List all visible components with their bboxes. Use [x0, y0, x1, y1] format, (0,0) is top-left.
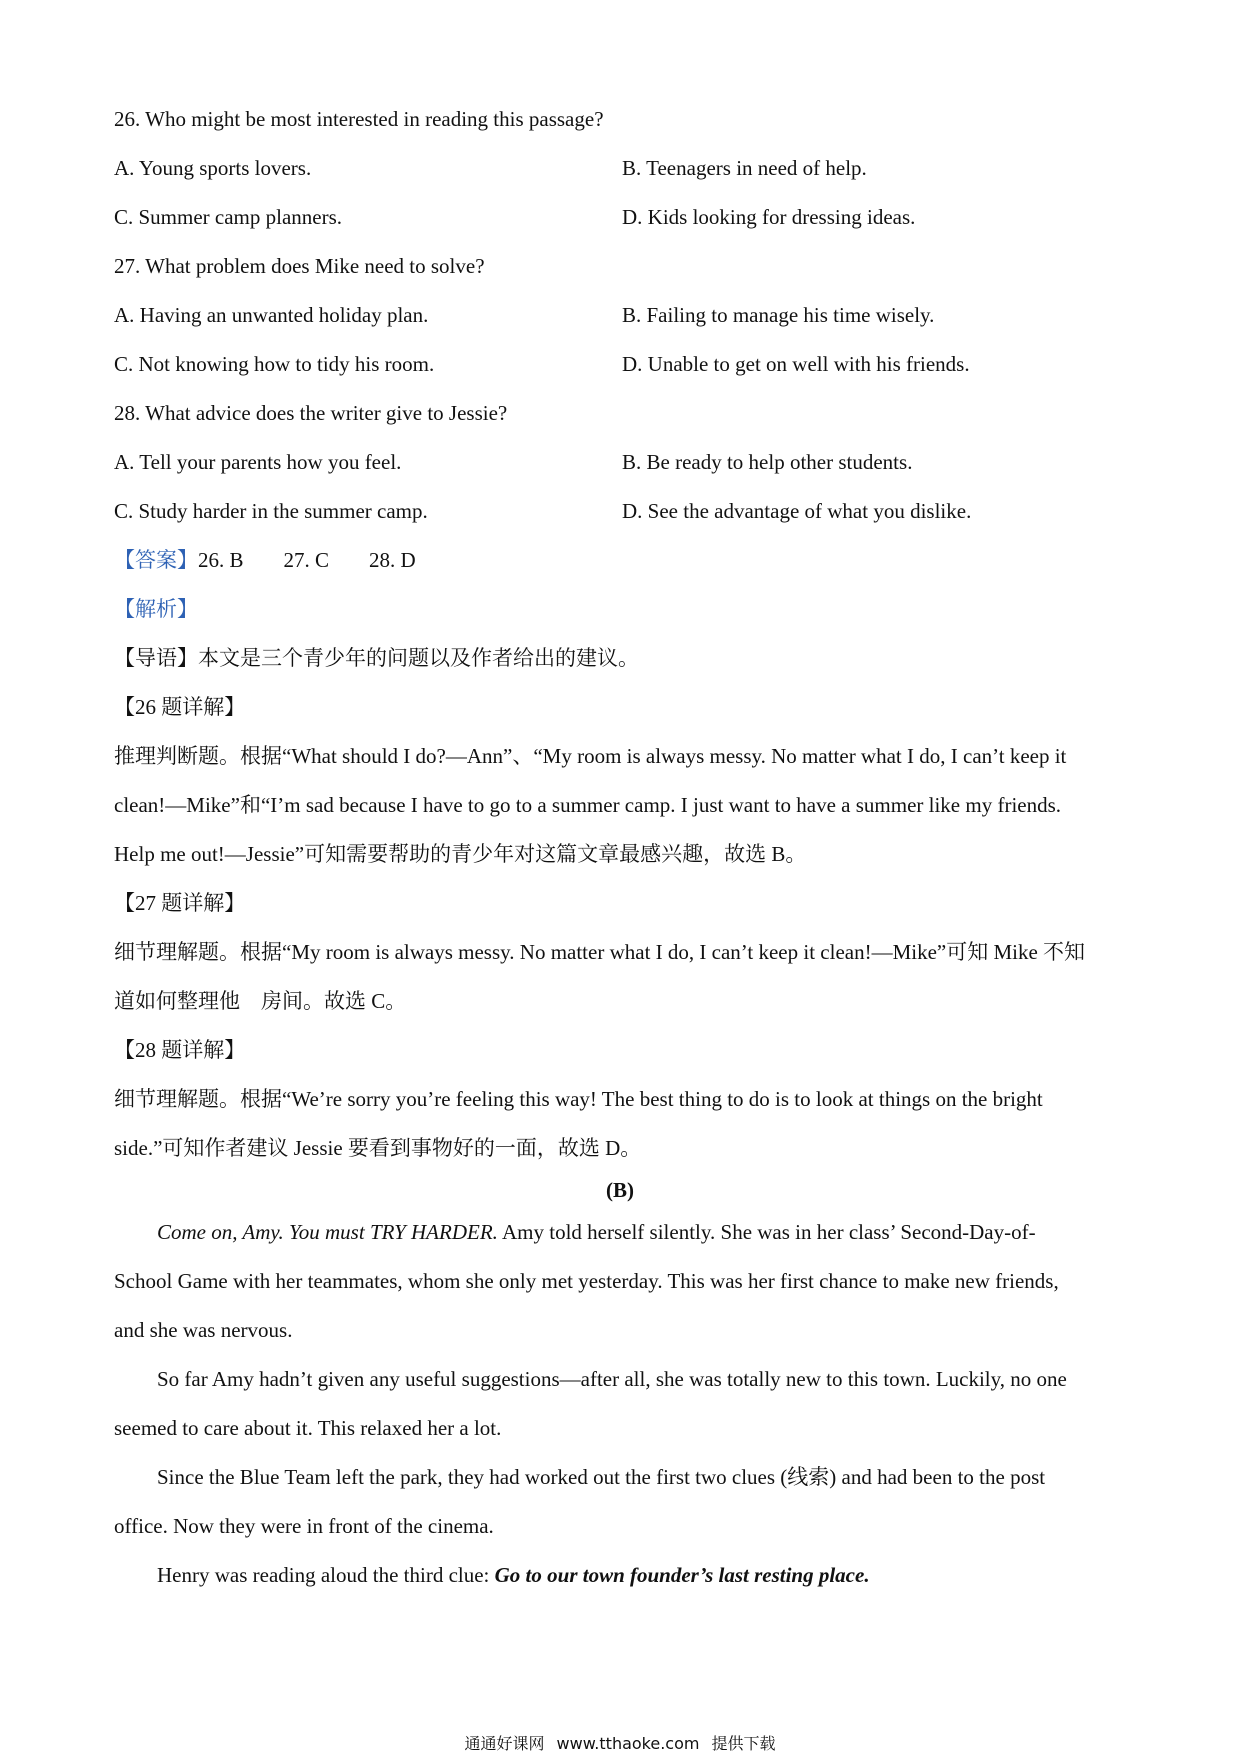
answer-line: [114, 546, 416, 574]
detail-28-line-1: 细节理解题。根据“We’re sorry you’re feeling this way! The best thing to do is to look at things on the bright: [114, 1087, 1043, 1111]
passage-b-p4-text: Henry was reading aloud the third clue:: [157, 1563, 495, 1587]
passage-b-p2-line-1: So far Amy hadn’t given any useful suggestions—after all, she was totally new to this town. Luckily, no one: [157, 1367, 1067, 1391]
detail-27-line-2: 道如何整理他 房间。故选 C。: [114, 989, 407, 1013]
question-26-option-c: C. Summer camp planners.: [114, 205, 343, 229]
passage-b-p1-italic: Come on, Amy. You must TRY HARDER.: [157, 1220, 498, 1244]
question-26-option-a: A. Young sports lovers.: [114, 156, 312, 180]
question-26-option-b: B. Teenagers in need of help.: [622, 156, 867, 180]
analysis-label: 【解析】: [114, 597, 198, 621]
detail-26-line-2: clean!—Mike”和“I’m sad because I have to go to a summer camp. I just want to have a summer like my friends.: [114, 793, 1062, 817]
detail-28-heading: 【28 题详解】: [114, 1038, 246, 1062]
footer-url: www.tthaoke.com: [556, 1734, 700, 1753]
passage-b-p3-line-2: office. Now they were in front of the cinema.: [114, 1514, 494, 1538]
answer-item-26: 26. B: [198, 548, 244, 572]
detail-26-line-1: 推理判断题。根据“What should I do?—Ann”、“My room is always messy. No matter what I do, I can’t keep it: [114, 744, 1067, 768]
question-28-option-b: B. Be ready to help other students.: [622, 450, 913, 474]
passage-b-p1-line-2: School Game with her teammates, whom she only met yesterday. This was her first chance to make new friends,: [114, 1269, 1059, 1293]
detail-27-heading: 【27 题详解】: [114, 891, 246, 915]
question-28-option-d: D. See the advantage of what you dislike.: [622, 499, 972, 523]
question-27-option-c: C. Not knowing how to tidy his room.: [114, 352, 435, 376]
question-27-option-b: B. Failing to manage his time wisely.: [622, 303, 935, 327]
question-28-option-a: A. Tell your parents how you feel.: [114, 450, 402, 474]
footer-tagline: 提供下载: [711, 1734, 776, 1753]
question-26-stem: 26. Who might be most interested in reading this passage?: [114, 107, 604, 131]
question-27-stem: 27. What problem does Mike need to solve?: [114, 254, 485, 278]
passage-b-p2-line-2: seemed to care about it. This relaxed her a lot.: [114, 1416, 502, 1440]
answer-label: 【答案】: [114, 548, 198, 572]
detail-26-line-3: Help me out!—Jessie”可知需要帮助的青少年对这篇文章最感兴趣，故选 B。: [114, 842, 807, 866]
footer-site-name: 通通好课网: [464, 1734, 545, 1753]
passage-b-p1-line-3: and she was nervous.: [114, 1318, 293, 1342]
passage-b-p1-line-1: [157, 1218, 1036, 1246]
detail-28-line-2: side.”可知作者建议 Jessie 要看到事物好的一面，故选 D。: [114, 1136, 642, 1160]
passage-b-p4-line-1: [157, 1561, 870, 1589]
question-27-option-a: A. Having an unwanted holiday plan.: [114, 303, 429, 327]
passage-b-p3-line-1: Since the Blue Team left the park, they had worked out the first two clues (线索) and had been to the post: [157, 1465, 1046, 1489]
question-28-stem: 28. What advice does the writer give to Jessie?: [114, 401, 508, 425]
passage-b-p1-rest: Amy told herself silently. She was in her class’ Second-Day-of-: [497, 1220, 1036, 1244]
passage-b-p4-clue: Go to our town founder’s last resting place.: [494, 1563, 870, 1587]
question-27-option-d: D. Unable to get on well with his friends.: [622, 352, 970, 376]
intro-text: 【导语】本文是三个青少年的问题以及作者给出的建议。: [114, 646, 639, 670]
answer-item-28: 28. D: [369, 548, 416, 572]
question-28-option-c: C. Study harder in the summer camp.: [114, 499, 428, 523]
page-footer: [0, 1734, 1240, 1754]
section-b-title: (B): [606, 1178, 634, 1202]
answer-item-27: 27. C: [283, 548, 330, 572]
detail-27-line-1: 细节理解题。根据“My room is always messy. No matter what I do, I can’t keep it clean!—Mike”可知 Mike 不知: [114, 940, 1086, 964]
question-26-option-d: D. Kids looking for dressing ideas.: [622, 205, 916, 229]
detail-26-heading: 【26 题详解】: [114, 695, 246, 719]
